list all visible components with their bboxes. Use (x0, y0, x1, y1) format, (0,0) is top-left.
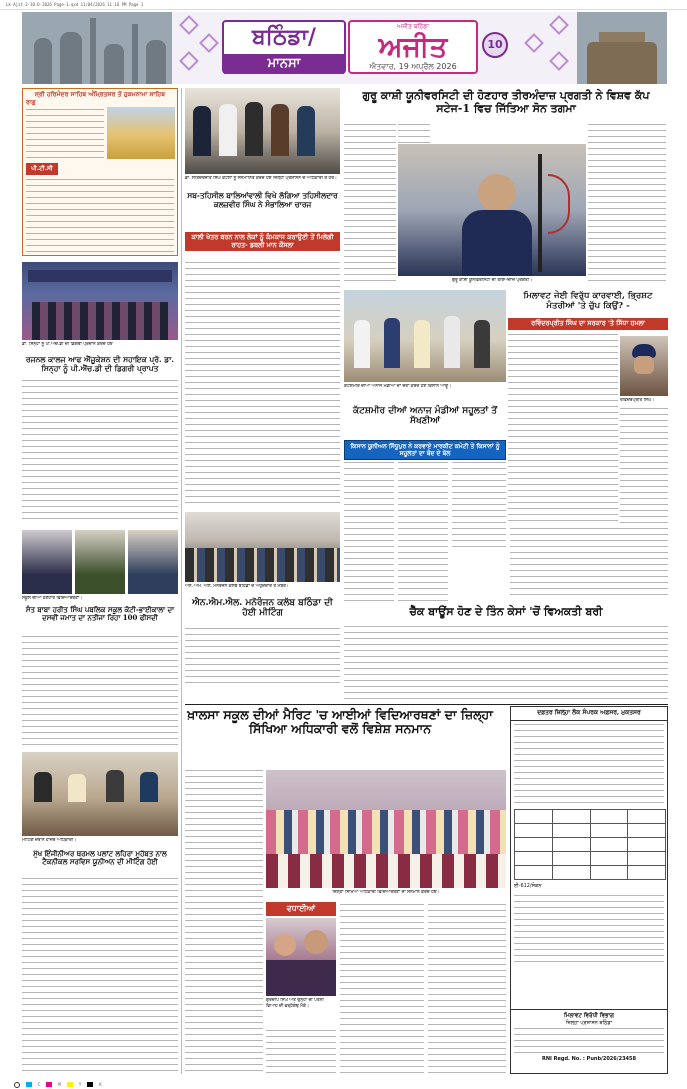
notice-footer-line1: ਮਿਲਾਵਟ ਵਿਰੋਧੀ ਵਿਭਾਗ (563, 1013, 615, 1019)
mandi-caption: ਕੱਟਸ਼ਮੀਰ ਦੀਆਂ ਅਨਾਜ ਮੰਡੀਆਂ ਦਾ ਦੌਰਾ ਕਰਦੇ ਹੋਏ ਕਿਸਾਨ ਆਗੂ। (344, 384, 452, 389)
ssp-photo (185, 88, 340, 174)
archer-photo (398, 144, 586, 276)
golden-temple-photo (107, 107, 175, 159)
paper-name: ਅਜੀਤ (378, 30, 448, 63)
ministers-person-photo (620, 336, 668, 396)
khalsa-photo (266, 770, 506, 888)
masthead (22, 12, 667, 84)
nml-photo (185, 512, 340, 582)
ministers-body-b (620, 408, 668, 524)
paper-logo (348, 20, 478, 74)
mandi-photo (344, 290, 506, 382)
khalsa-body-c (428, 904, 506, 1074)
khalsa-body-a (185, 770, 263, 894)
mandi-headline: ਕੱਟਸ਼ਮੀਰ ਦੀਆਂ ਅਨਾਜ ਮੰਡੀਆਂ ਸਹੂਲਤਾਂ ਤੋਂ ਸੱਖਣੀਆਂ (352, 406, 498, 427)
edition-title (222, 20, 346, 74)
notice-footer-line2: ਜ਼ਿਲ੍ਹਾ ਪ੍ਰਸ਼ਾਸਨ ਬਠਿੰਡਾ (565, 1020, 613, 1026)
school-body (22, 636, 178, 746)
archery-body-b (398, 124, 430, 144)
acquittal-headline: ਚੈੱਕ ਬਾਊਂਸ ਹੋਣ ਦੇ ਤਿੰਨ ਕੇਸਾਂ 'ਚੋਂ ਵਿਅਕਤੀ ਬਰੀ (409, 605, 603, 618)
archery-body-a (344, 124, 396, 284)
mandi-body-c (452, 462, 506, 548)
gurbani-explanation (26, 179, 174, 253)
wedding-body (266, 1030, 336, 1074)
nml-caption: ਐਨ. ਐਮ. ਐਲ. ਮਨੋਰੰਜਨ ਕਲੱਬ ਬਠਿੰਡਾ ਦੇ ਅਹੁਦੇਦਾਰ ਤੇ ਮੈਂਬਰ। (185, 584, 289, 589)
ssp-highlight: ਕਾਲੀ ਖੇਤਰ ਬਰਨ ਨਾਲ ਲੋਕਾਂ ਨੂੰ ਕੰਮਕਾਜ ਕਰਾਉਣੀ ਤੋਂ ਮਿਲੇਗੀ ਰਾਹਤ- ਡਬਲੀ ਮਾਨ ਕੌਂਸਲਾ (185, 232, 340, 251)
top-photo-caption: ਡਾ. ਸਤਿੰਦਰਜੀਤ ਸਿੰਘ ਕੋਟਲਾ ਨੂੰ ਸਨਮਾਨਿਤ ਕਰਦੇ ਹੋਏ ਜ਼ਿਲ੍ਹਾ ਪ੍ਰਸ਼ਾਸਨ ਦੇ ਅਧਿਕਾਰੀ ਤੇ ਹੋਰ। (185, 176, 337, 181)
page-number: 10 (482, 32, 508, 58)
registration-mark (14, 1082, 20, 1088)
ministers-byline: ਰਵਿੰਦਰਪ੍ਰੀਤ ਸਿੰਘ ਦਾ ਸਰਕਾਰ 'ਤੇ ਸਿੱਧਾ ਹਮਲਾ (508, 318, 668, 330)
college-headline: ਰਜਨਲ ਕਾਲਜ ਆਫ ਐੱਜ਼ੂਕੇਸ਼ਨ ਦੀ ਸਹਾਇਕ ਪ੍ਰੋ. ਡਾ. ਸਿਨ੍ਹਾ ਨੂੰ ਪੀ.ਐੱਚ.ਡੀ ਦੀ ਡਿਗਰੀ ਪ੍ਰਾਪਤ (25, 355, 175, 373)
nml-headline: ਐਨ.ਐਮ.ਐਲ. ਮਨੋਰੰਜਨ ਕਲੱਬ ਬਠਿੰਡਾ ਦੀ ਹੋਈ ਮੀਟਿੰਗ (192, 598, 333, 619)
ministers-headline: ਮਿਲਾਵਟ ਜੇਈ ਵਿਰੁੱਧ ਕਾਰਵਾਈ, ਭ੍ਰਿਸ਼ਟ ਮੰਤਰੀਆਂ 'ਤੇ ਚੁੱਪ ਕਿਉਂ? - (523, 291, 653, 311)
wedding-photo (266, 918, 336, 996)
gurbani-title: ਸ੍ਰੀ ਹਰਿਮੰਦਰ ਸਾਹਿਬ ਅੰਮ੍ਰਿਤਸਰ ਤੋਂ ਹੁਕਮਨਾਮਾ ਸਾਹਿਬ (34, 91, 166, 98)
nml-body (185, 628, 340, 688)
notice-text (514, 724, 664, 806)
notice-ref: ਈ-612/ਸੋਕਨ (514, 882, 542, 889)
school-caption: ਸਕੂਲ ਦੀਆਂ ਹੋਣਹਾਰ ਵਿਦਿਆਰਥਣਾਂ। (22, 596, 83, 601)
gurbani-box (22, 88, 178, 256)
archery-body-c (588, 124, 666, 284)
plant-caption: ਮੀਟਿੰਗ ਦੌਰਾਨ ਹਾਜ਼ਰ ਅਧਿਕਾਰੀ। (22, 838, 77, 843)
edition-line1: ਬਠਿੰਡਾ/ (252, 24, 316, 50)
plant-body (22, 878, 178, 1074)
school-students-photos (22, 530, 178, 604)
issue-date: ਐਤਵਾਰ, 19 ਅਪ੍ਰੈਲ 2026 (369, 62, 457, 71)
wedding-caption: ਗੁਰਦੀਪ ਸਿੰਘ ਅਤੇ ਉਨ੍ਹਾਂ ਦੀ ਪਤਨੀ ਵਿਆਹ ਦੀ ਵਰ੍ਹੇਗੰਢ ਮੌਕੇ। (266, 998, 324, 1009)
convocation-caption: ਡਾ. ਸਿਨ੍ਹਾ ਨੂੰ ਪੀ.ਐੱਚ.ਡੀ ਦੀ ਡਿਗਰੀ ਪ੍ਰਦਾਨ ਕਰਦੇ ਹੋਏ (22, 342, 113, 347)
notice-table (514, 809, 666, 880)
ministers-body-a (508, 334, 618, 524)
khalsa-body-b (340, 904, 424, 1074)
archer-caption: ਗੁਰੂ ਕਾਸ਼ੀ ਯੂਨੀਵਰਸਿਟੀ ਦੀ ਤੀਰਅੰਦਾਜ਼ ਪ੍ਰਗਤੀ। (451, 278, 533, 283)
thermal-plant-photo (22, 12, 172, 84)
convocation-photo (22, 262, 178, 340)
wedding-banner: ਵਧਾਈਆਂ (266, 902, 336, 916)
archery-headline: ਗੁਰੂ ਕਾਸ਼ੀ ਯੂਨੀਵਰਸਿਟੀ ਦੀ ਹੋਣਹਾਰ ਤੀਰਅੰਦਾਜ਼ ਪ੍ਰਗਤੀ ਨੇ ਵਿਸ਼ਵ ਕੱਪ ਸਟੇਜ-1 ਵਿਚ ਜਿੱਤਿਆ ਸੋਨ ਤਗਮਾ (362, 89, 650, 115)
print-marks: C M Y K (0, 1080, 687, 1089)
gurbani-raag: ਰਾਗੁ (26, 99, 36, 107)
paper-tagline: ਅਜੀਤ ਬਠਿੰਡਾ (397, 23, 429, 30)
ssp-body (185, 262, 340, 506)
school-headline: ਸੰਤ ਬਾਬਾ ਹਰੀਤ ਸਿੰਘ ਪਬਲਿਕ ਸਕੂਲ ਕੋਟੀ-ਭਾਈਕਾਲਾ ਦਾ ਦਸਵੀਂ ਜਮਾਤ ਦਾ ਨਤੀਜਾ ਰਿਹਾ 100 ਫੀਸਦੀ (25, 605, 175, 623)
college-body (22, 380, 178, 520)
gurbani-text (26, 109, 104, 159)
ssp-headline: ਸਬ-ਤਹਿਸੀਲ ਬਾਲਿਆਂਵਾਲੀ ਵਿਖੇ ਲੱਗਿਆ ਤਹਿਸੀਲਦਾਰ ਕਲਜ਼ਵੀਰ ਸਿੰਘ ਨੇ ਸੰਭਾਲਿਆ ਚਾਰਜ (187, 191, 338, 209)
khalsa-body-d (185, 896, 263, 1074)
plant-meeting-photo (22, 752, 178, 836)
khalsa-caption: ਜ਼ਿਲ੍ਹਾ ਸਿੱਖਿਆ ਅਧਿਕਾਰੀ ਵਿਦਿਆਰਥਣਾਂ ਦਾ ਸਨਮਾਨ ਕਰਦੇ ਹੋਏ। (332, 890, 440, 895)
ptc-badge: ਪੀ.ਟੀ.ਸੀ (26, 163, 58, 175)
mandi-highlight: ਕਿਸਾਨ ਯੂਨੀਅਨ ਸਿੱਧੂਪੁਰ ਨੇ ਕਰਵਾਏ ਮਾਰਕੀਟ ਕਮੇਟੀ ਤੇ ਕਿਸਾਨਾਂ ਨੂੰ ਸਹੂਲਤਾਂ ਦਾ ਬੰਦ ਦੇ ਬੋਲ (344, 440, 506, 460)
public-notice (510, 706, 668, 1074)
khalsa-headline: ਖ਼ਾਲਸਾ ਸਕੂਲ ਦੀਆਂ ਮੈਰਿਟ 'ਚ ਆਈਆਂ ਵਿਦਿਆਰਥਣਾਂ ਦਾ ਜ਼ਿਲ੍ਹਾ ਸਿੱਖਿਆ ਅਧਿਕਾਰੀ ਵਲੋਂ ਵਿਸ਼ੇਸ਼ ਸਨਮਾਨ (187, 707, 493, 737)
fort-photo (577, 12, 667, 84)
notice-office: ਦਫ਼ਤਰ ਜ਼ਿਲ੍ਹਾ ਲੋਕ ਸੰਪਰਕ ਅਫ਼ਸਰ, ਮੁਕਤਸਰ (511, 707, 667, 721)
right-body (510, 528, 668, 598)
ministers-photo-caption: ਰਵਿੰਦਰਪ੍ਰੀਤ ਸਿੰਘ। (620, 398, 655, 403)
rni-number: RNI Regd. No. : Punb/2026/23458 (541, 1056, 636, 1062)
notice-footer (511, 1009, 667, 1073)
plant-headline: ਮੁੱਖ ਇੰਜੀਨੀਅਰ ਥਰਮਲ ਪਲਾਂਟ ਲਹਿਰਾ ਮੁਹੱਬਤ ਨਾਲ ਟੈਕਨੀਕਲ ਸਰਵਿਸ ਯੂਨੀਅਨ ਦੀ ਮੀਟਿੰਗ ਹੋਈ (33, 849, 167, 867)
edition-line2: ਮਾਨਸਾ (224, 54, 344, 74)
mandi-body-b (398, 462, 448, 604)
mandi-body-a (344, 462, 394, 604)
print-slug: Lk-Ajit-2-10-D-2026 Page-1.qxd 11/04/2026 11:16 PM Page 1 (0, 0, 687, 10)
acquittal-body (344, 626, 668, 700)
